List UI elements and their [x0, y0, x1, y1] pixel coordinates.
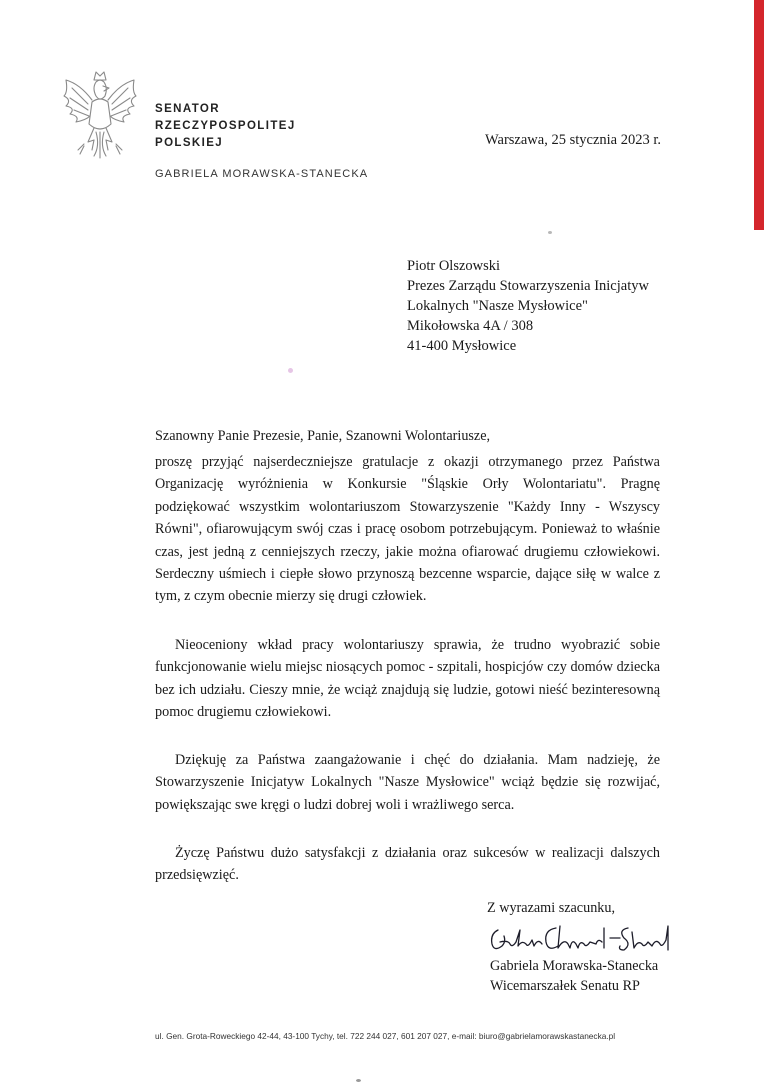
paragraph: Dziękuję za Państwa zaangażowanie i chęć do działania. Mam nadzieję, że Stowarzyszenie Inicjatyw Lokalnych "Nasze Mysłowice" wciąż będzie się rozwijać, powiększając swe kręgi o ludzi dobrej woli i wrażliwego serca.	[155, 752, 660, 813]
letterhead-title	[155, 101, 296, 152]
scan-speck	[356, 1079, 361, 1082]
paragraph: Nieoceniony wkład pracy wolontariuszy sprawia, że trudno wyobrazić sobie funkcjonowanie wielu miejsc niosących pomoc - szpitali, hospicjów czy domów dziecka bez ich udziału. Cieszy mnie, że wciąż znajdują się ludzie, gotowi nieść bezinteresowną pomoc drugiemu człowiekowi.	[155, 637, 660, 721]
scan-speck	[548, 231, 552, 234]
polish-eagle-icon	[56, 66, 144, 162]
recipient-name: Piotr Olszowski	[407, 258, 501, 274]
recipient-line: Prezes Zarządu Stowarzyszenia Inicjatyw	[407, 278, 649, 294]
handwritten-signature	[486, 920, 676, 956]
scan-speck	[288, 368, 293, 373]
letterhead-title-line: RZECZYPOSPOLITEJ	[155, 120, 296, 132]
recipient-line: Lokalnych "Nasze Mysłowice"	[407, 298, 588, 314]
recipient-line: Mikołowska 4A / 308	[407, 318, 534, 334]
paragraph: proszę przyjąć najserdeczniejsze gratulacje z okazji otrzymanego przez Państwa Organizację wyróżnienia w Konkursie "Śląskie Orły Wolontariatu". Pragnę podziękować wszystkim wolontariuszom Stowarzyszenie "Każdy Inny - Wszyscy Równi", ofiarowującym swój czas i pracę osobom potrzebującym. Ponieważ to właśnie czas, jest jedną z cenniejszych rzeczy, jakie można ofiarować drugiemu człowiekowi. Serdeczny uśmiech i ciepłe słowo przynoszą bezcenne wsparcie, dające siłę w walce z tym, z czym obecnie mierzy się drugi człowiek.	[155, 454, 660, 605]
closing-phrase: Z wyrazami szacunku,	[487, 900, 616, 916]
paragraph: Życzę Państwu dużo satysfakcji z działania oraz sukcesów w realizacji dalszych przedsięwzięć.	[155, 845, 660, 884]
footer-contact: ul. Gen. Grota-Roweckiego 42-44, 43-100 Tychy, tel. 722 244 027, 601 207 027, e-mail: biuro@gabrielamorawskastanecka.pl	[155, 1031, 616, 1041]
salutation: Szanowny Panie Prezesie, Panie, Szanowni Wolontariusze,	[155, 428, 491, 444]
letterhead-title-line: SENATOR	[155, 103, 220, 115]
letterhead-title-line: POLSKIEJ	[155, 137, 224, 149]
letter-date: Warszawa, 25 stycznia 2023 r.	[485, 132, 661, 148]
letterhead-name: GABRIELA MORAWSKA-STANECKA	[155, 168, 369, 180]
recipient-line: 41-400 Mysłowice	[407, 338, 517, 354]
red-edge-stripe	[754, 0, 764, 230]
signer-name: Gabriela Morawska-Stanecka	[490, 958, 659, 974]
signer-block	[490, 956, 658, 996]
recipient-address	[407, 256, 649, 356]
signer-title: Wicemarszałek Senatu RP	[490, 978, 640, 994]
